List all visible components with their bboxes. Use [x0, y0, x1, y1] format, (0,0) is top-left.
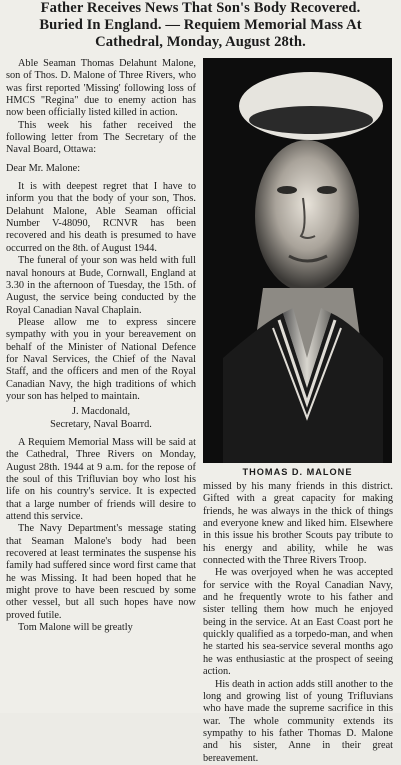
portrait-photo — [203, 58, 392, 463]
portrait-illustration — [203, 58, 392, 463]
right-paragraph-2: He was overjoyed when he was accepted for service with the Royal Canadian Navy, and he frequently wrote to his father and sister telling them how much he enjoyed being in the service. At an East Coast port he quickly qualified as a torpedo-man, and when he started his sea-service several months ago he was enthusiastic at the prospect of seeing action. — [203, 567, 393, 678]
right-column — [203, 481, 393, 765]
right-paragraph-3: His death in action adds still another to the long and growing list of young Trifluvians who have made the supreme sacrifice in this war. The whole community extends its sympathy to his father Thomas D. Malone and his sister, Anne in their great bereavement. — [203, 678, 393, 764]
mass-paragraph: A Requiem Memorial Mass will be said at the Cathedral, Three Rivers on Monday, August 28th. 1944 at 9 a.m. for the repose of the soul of this Trifluvian boy who lost his life on his country's service. It is expected that a large number of friends will desire to attend this service. — [6, 436, 196, 523]
continued-line: Tom Malone will be greatly — [18, 622, 133, 634]
photo-caption: THOMAS D. MALONE — [242, 467, 353, 477]
letter-paragraph-3: Please allow me to express sincere sympathy with you in your bereavement on behalf of the Minister of National Defence for Naval Services, the Chief of the Naval Staff, and the officers and men of the Royal Canadian Navy, the high traditions of which your son has helped to maintain. — [6, 316, 196, 402]
signature-title: Secretary, Naval Boarrd. — [50, 418, 152, 430]
headline — [4, 0, 397, 51]
left-column — [6, 58, 196, 634]
letter-paragraph-2: The funeral of your son was held with full naval honours at Bude, Cornwall, England at 3.30 in the afternoon of Tuesday, the 15th. of August, the service being conducted by the Royal Canadian Naval Chaplain. — [6, 255, 196, 316]
signature-name: J. Macdonald, — [71, 406, 131, 418]
headline-line-3: Cathedral, Monday, August 28th. — [95, 34, 306, 50]
paragraph-letter-intro: This week his father received the following letter from The Secretary of the Naval Board, Ottawa: — [6, 119, 196, 156]
paragraph-intro: Able Seaman Thomas Delahunt Malone, son of Thos. D. Malone of Three Rivers, who was first reported 'Missing' following loss of HMCS "Regina" due to enemy action has now been officially listed killed in action. — [6, 58, 196, 119]
headline-line-1: Father Receives News That Son's Body Recovered. — [40, 0, 361, 16]
letter-paragraph-1: It is with deepest regret that I have to inform you that the body of your son, Thos. Delahunt Malone, Able Seaman official Number V-48090, RCNVR has been recovered and his death is presumed to have occurred on the 8th. of August 1944. — [6, 181, 196, 254]
right-paragraph-1: missed by his many friends in this district. Gifted with a great capacity for making friends, he was always in the thick of things and everyone knew and liked him. Elsewhere in this issue his brother Scouts pay tribute to his energy and ability, while he was connected with the Three Rivers Troop. — [203, 481, 393, 567]
navy-paragraph: The Navy Department's message stating that Seaman Malone's body had been recovered at least terminates the suspense his family had suffered since word first came that he was Missing. It had been hoped that he might prove to have been rescued by some other vessel, but all such hopes have now proved futile. — [6, 523, 196, 621]
salutation: Dear Mr. Malone: — [6, 162, 81, 174]
headline-line-2: Buried In England. — Requiem Memorial Mass At — [39, 17, 362, 33]
